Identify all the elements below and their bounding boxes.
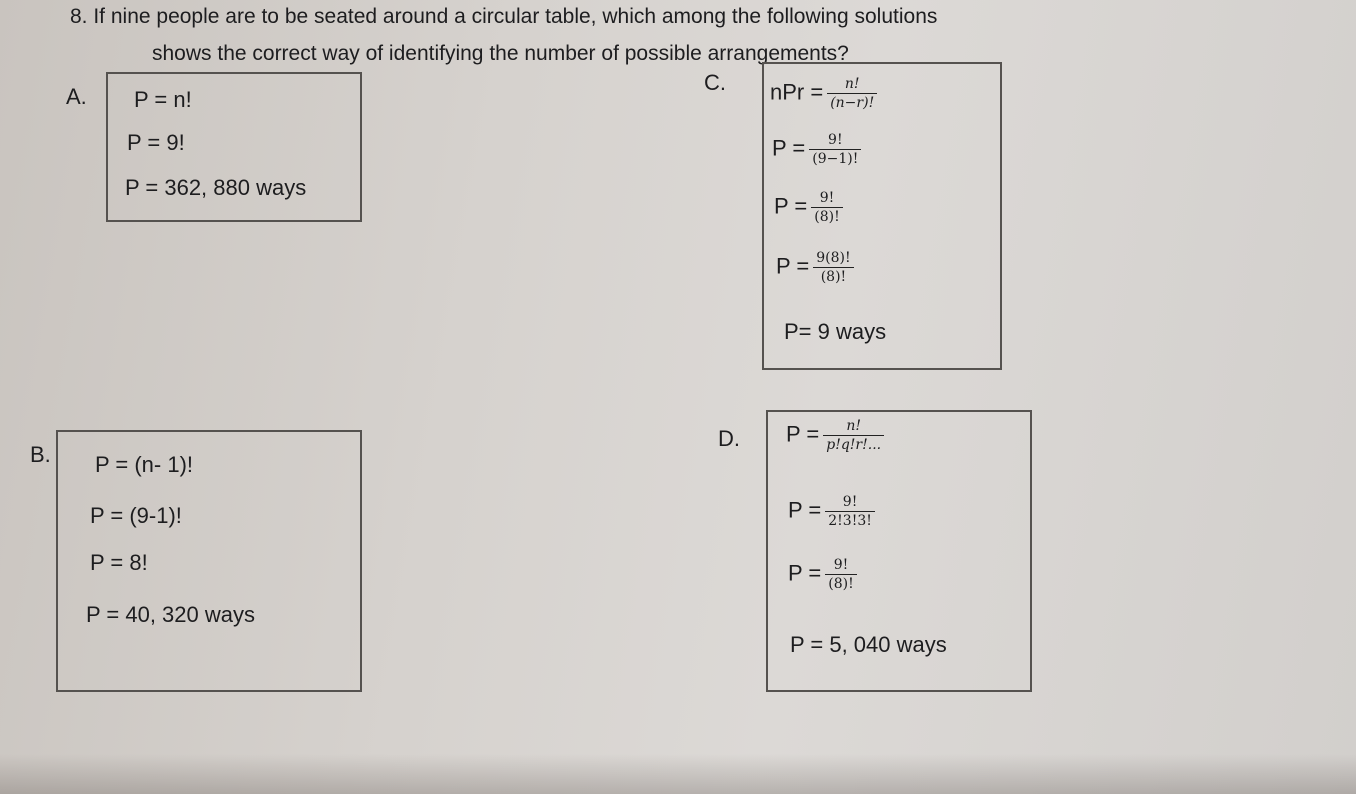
question-line-2: shows the correct way of identifying the number of possible arrangements? — [152, 42, 849, 65]
fraction-denominator: (9−1)! — [812, 151, 859, 167]
option-b-line-1: P = (n- 1)! — [95, 452, 194, 477]
option-c-step-2-lhs: P = — [774, 193, 808, 219]
option-d-formula-lhs: P = — [786, 421, 820, 447]
option-c-formula-fraction — [827, 76, 877, 111]
fraction-numerator: 9! — [809, 132, 861, 150]
page-edge-shadow — [0, 754, 1356, 794]
question-line-1: 8. If nine people are to be seated around a circular table, which among the following solutions — [70, 5, 938, 28]
option-d-answer: P = 5, 040 ways — [790, 632, 947, 657]
option-a-line-1: P = n! — [134, 87, 192, 112]
fraction-denominator: (n−r)! — [830, 95, 875, 111]
option-c-formula-lhs: nPr = — [770, 79, 824, 105]
option-d-step-1 — [788, 494, 875, 529]
option-d-step-2-lhs: P = — [788, 560, 822, 586]
option-a-line-3: P = 362, 880 ways — [125, 175, 307, 200]
fraction-denominator: (8)! — [828, 576, 854, 592]
fraction-denominator: (8)! — [814, 209, 840, 225]
option-c-step-2-fraction — [811, 190, 842, 225]
option-c-step-1-lhs: P = — [772, 135, 806, 161]
option-c-answer: P= 9 ways — [784, 319, 887, 344]
option-a-label: A. — [66, 84, 87, 109]
fraction-numerator: 9! — [825, 557, 856, 575]
option-d-step-2 — [788, 557, 857, 592]
option-c-formula — [770, 76, 877, 111]
option-d-label: D. — [718, 426, 740, 451]
option-c-step-2 — [774, 190, 843, 225]
fraction-numerator: 9! — [811, 190, 842, 208]
option-c-step-1 — [772, 132, 861, 167]
option-c-label: C. — [704, 70, 726, 95]
option-d-formula-fraction — [823, 418, 884, 453]
option-d-formula — [786, 418, 884, 453]
option-b-line-3: P = 8! — [90, 550, 148, 575]
fraction-denominator: (8)! — [820, 269, 847, 285]
option-a-line-2: P = 9! — [127, 130, 185, 155]
option-d-step-1-lhs: P = — [788, 497, 822, 523]
option-b-line-2: P = (9-1)! — [90, 503, 182, 528]
fraction-numerator: n! — [823, 418, 884, 436]
option-b-label: B. — [30, 442, 51, 467]
fraction-denominator: p!q!r!... — [826, 437, 882, 453]
option-d-step-1-fraction — [825, 494, 875, 529]
fraction-numerator: 9! — [825, 494, 875, 512]
option-b-line-4: P = 40, 320 ways — [86, 602, 255, 627]
option-c-step-3-fraction — [813, 250, 853, 285]
option-d-step-2-fraction — [825, 557, 856, 592]
fraction-numerator: n! — [827, 76, 877, 94]
option-c-step-3 — [776, 250, 854, 285]
fraction-numerator: 9(8)! — [813, 250, 853, 268]
option-c-step-3-lhs: P = — [776, 253, 810, 279]
fraction-denominator: 2!3!3! — [828, 513, 872, 529]
option-c-step-1-fraction — [809, 132, 861, 167]
